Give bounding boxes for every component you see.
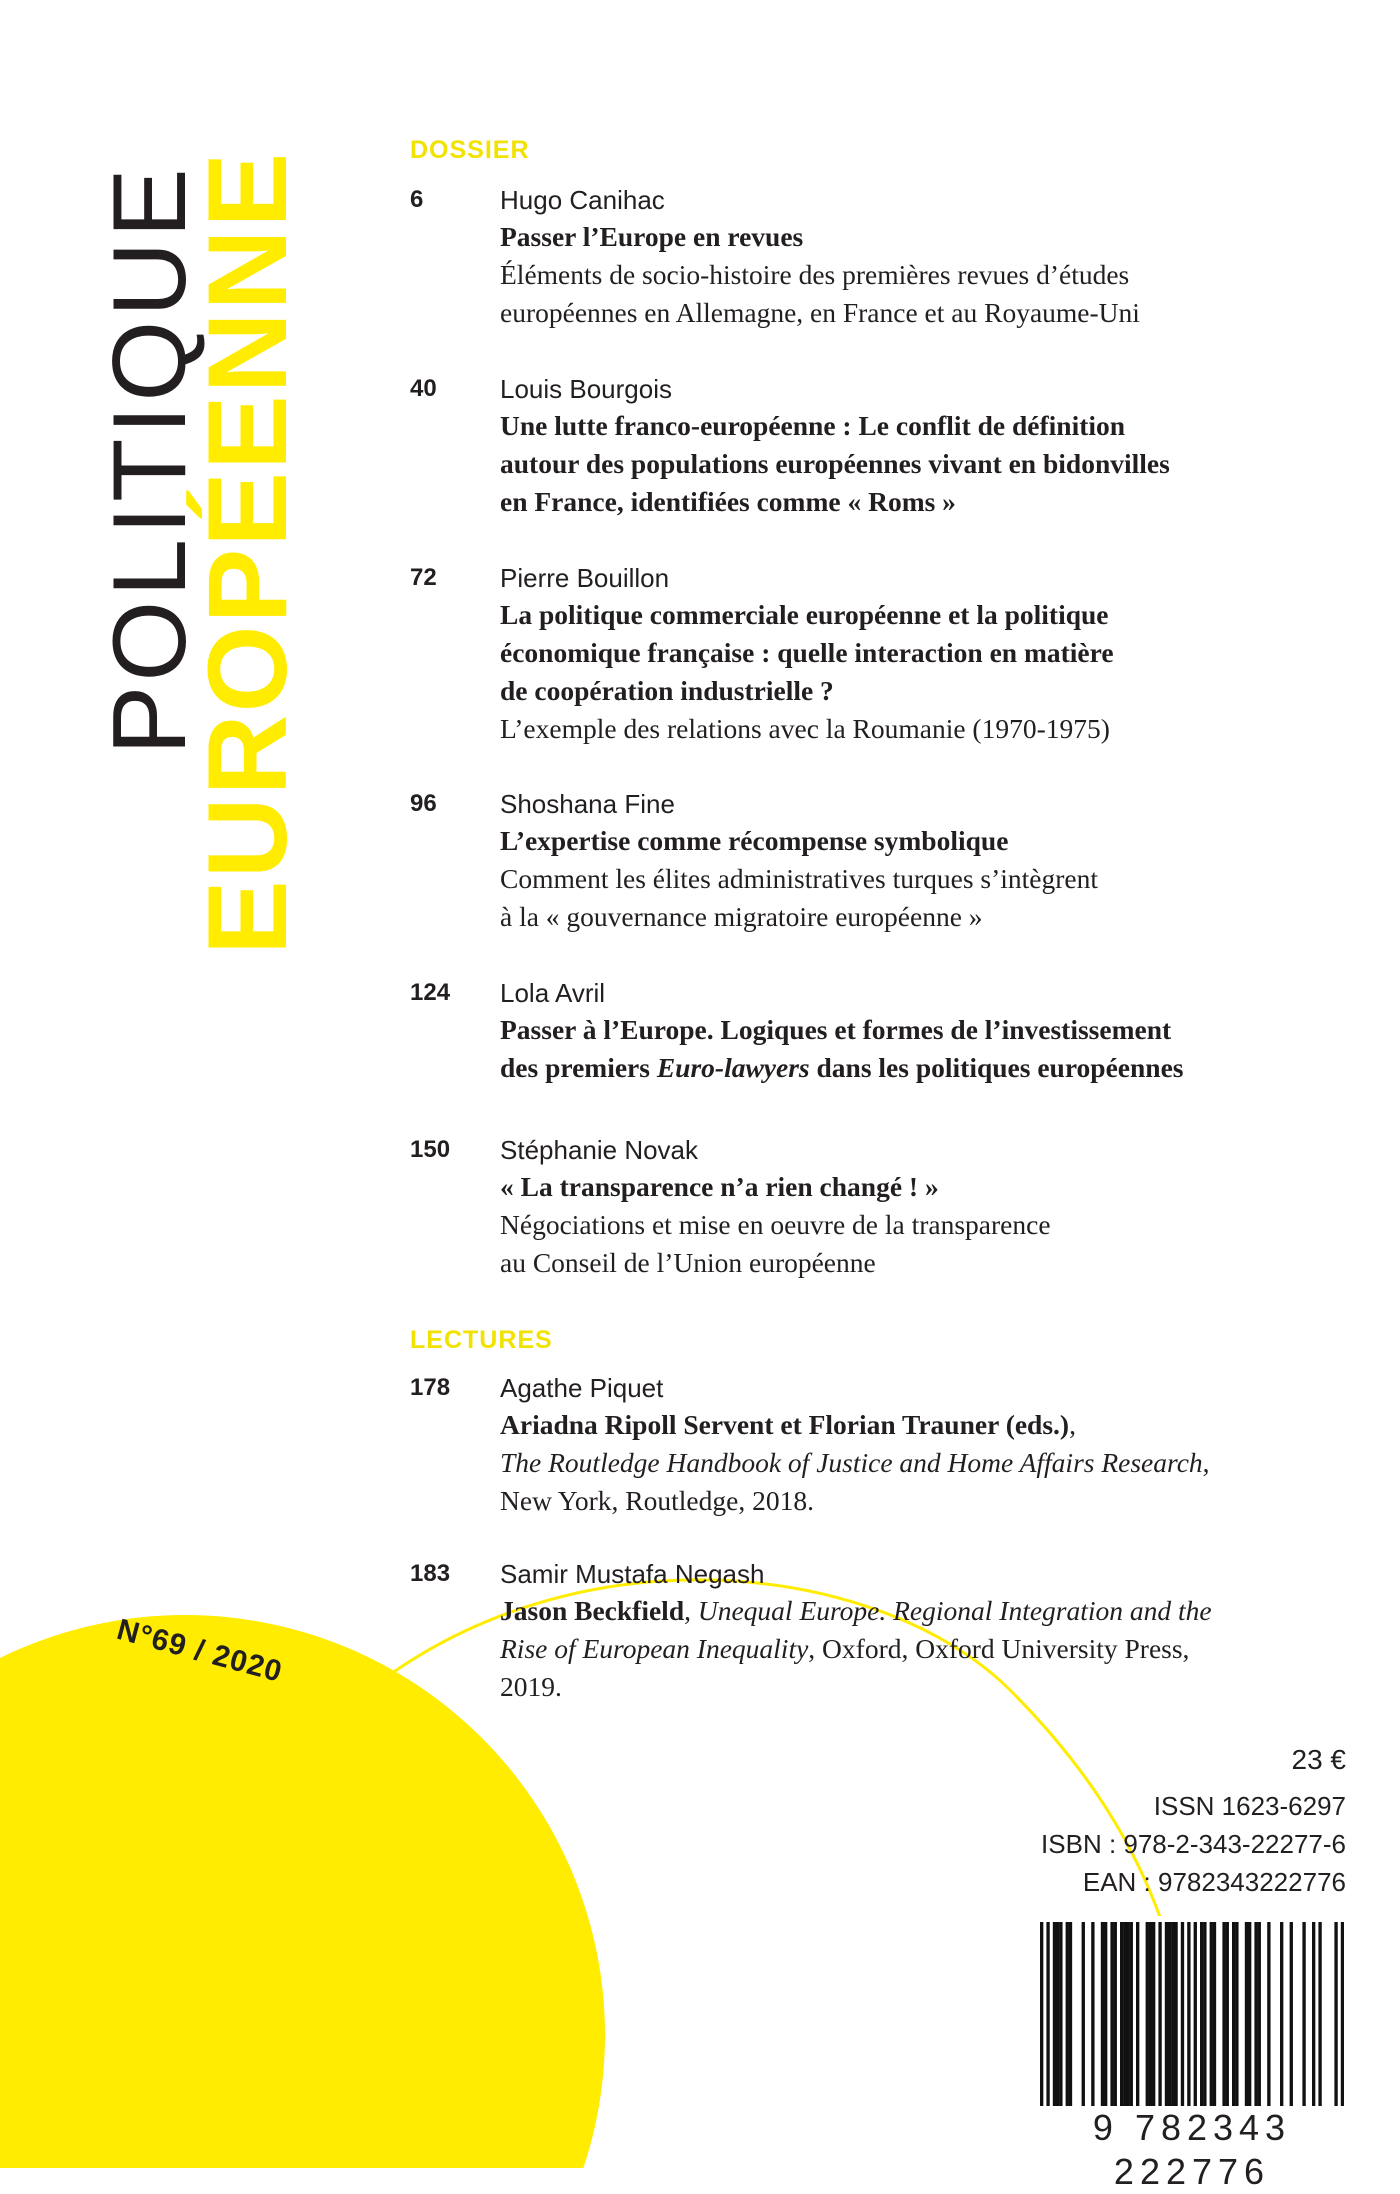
barcode-bar [1226, 1922, 1229, 2110]
article-title [500, 1049, 1380, 1087]
barcode-bar [1235, 1922, 1238, 2110]
issn: ISSN 1623-6297 [1153, 1791, 1346, 1821]
article-title: Passer à l’Europe. Logiques et formes de l’investissement [500, 1014, 1172, 1045]
barcode-bar [1312, 1922, 1315, 2110]
masthead-politique: POLITIQUE [92, 164, 208, 755]
punctuation: , [1202, 1447, 1210, 1478]
barcode-bar [1101, 1922, 1104, 2110]
barcode-bar [1194, 1922, 1197, 2130]
review-publisher: New York, Routledge, 2018. [500, 1485, 814, 1516]
barcode-bar [1114, 1922, 1117, 2110]
author: Samir Mustafa Negash [500, 1559, 765, 1589]
barcode-bar [1066, 1922, 1069, 2110]
barcode-bar [1126, 1922, 1129, 2110]
page-number: 40 [410, 375, 437, 402]
barcode-bar [1258, 1922, 1261, 2110]
barcode-bar [1136, 1922, 1139, 2110]
masthead-europeenne: EUROPÉENNE [185, 150, 310, 955]
barcode-bar [1146, 1922, 1149, 2110]
barcode-bar [1040, 1922, 1043, 2130]
barcode-bar [1254, 1922, 1257, 2110]
reviewed-author: Jason Beckfield [500, 1595, 685, 1626]
barcode-bar [1213, 1922, 1216, 2110]
barcode-bar [1149, 1922, 1152, 2110]
article-title: de coopération industrielle ? [500, 675, 834, 706]
title-italic: Euro-lawyers [656, 1052, 810, 1083]
barcode-bar [1059, 1922, 1062, 2110]
article-subtitle: européennes en Allemagne, en France et au Royaume-Uni [500, 297, 1140, 328]
barcode-digits: 9 782343 222776 [1037, 2106, 1347, 2194]
barcode-bar [1248, 1922, 1251, 2110]
book-title: Unequal Europe. Regional Integration and the [697, 1595, 1212, 1626]
barcode-bar [1165, 1922, 1168, 2110]
ean: EAN : 9782343222776 [1082, 1867, 1346, 1897]
review-publisher: , Oxford, Oxford University Press, [808, 1633, 1190, 1664]
barcode-bar [1123, 1922, 1126, 2110]
barcode-bar [1334, 1922, 1337, 2130]
barcode-bar [1082, 1922, 1085, 2110]
title-text: des premiers [500, 1052, 657, 1083]
price: 23 € [1291, 1744, 1346, 1775]
punctuation: , [684, 1595, 698, 1626]
article-title: autour des populations européennes vivant en bidonvilles [500, 448, 1170, 479]
article-title: « La transparence n’a rien changé ! » [500, 1171, 939, 1202]
barcode-bar [1158, 1922, 1161, 2110]
article-subtitle: Comment les élites administratives turques s’intègrent [500, 863, 1099, 894]
barcode-bar [1245, 1922, 1248, 2110]
barcode-bar [1341, 1922, 1344, 2130]
article-title: en France, identifiées comme « Roms » [500, 486, 956, 517]
punctuation: , [1069, 1409, 1076, 1440]
isbn: ISBN : 978-2-343-22277-6 [1041, 1829, 1346, 1859]
author: Louis Bourgois [500, 374, 672, 404]
author: Stéphanie Novak [500, 1135, 699, 1165]
barcode-bar [1091, 1922, 1094, 2110]
review-year: 2019. [500, 1671, 562, 1702]
review-title [500, 1592, 1380, 1630]
barcode-bar [1104, 1922, 1107, 2110]
article-subtitle: à la « gouvernance migratoire européenne » [500, 901, 983, 932]
barcode-bar [1046, 1922, 1049, 2130]
article-title: La politique commerciale européenne et la politique [500, 599, 1109, 630]
barcode-bar [1168, 1922, 1171, 2110]
barcode-bar [1053, 1922, 1056, 2110]
review-book [500, 1630, 1380, 1668]
barcode-bar [1280, 1922, 1283, 2110]
barcode-bar [1171, 1922, 1174, 2110]
title-text: dans les politiques européennes [809, 1052, 1184, 1083]
review-title [500, 1406, 1380, 1444]
page-number: 124 [410, 979, 451, 1006]
barcode-bar [1232, 1922, 1235, 2110]
barcode-bar [1203, 1922, 1206, 2110]
page-number: 150 [410, 1136, 451, 1163]
author: Lola Avril [500, 978, 606, 1008]
author: Pierre Bouillon [500, 563, 670, 593]
barcode-bar [1056, 1922, 1059, 2110]
article-subtitle: Négociations et mise en oeuvre de la transparence [500, 1209, 1051, 1240]
article-title: L’expertise comme récompense symbolique [500, 825, 1009, 856]
barcode-bar [1187, 1922, 1190, 2130]
page-number: 72 [410, 564, 437, 591]
section-heading-lectures: LECTURES [410, 1326, 553, 1354]
barcode-bar [1120, 1922, 1123, 2110]
page-number: 183 [410, 1560, 451, 1587]
barcode-bar [1152, 1922, 1155, 2110]
article-title: Une lutte franco-européenne : Le conflit de définition [500, 410, 1126, 441]
barcode-bar [1181, 1922, 1184, 2110]
article-subtitle: Éléments de socio-histoire des premières revues d’études [500, 259, 1130, 290]
article-title: économique française : quelle interaction en matière [500, 637, 1114, 668]
issue-number: N°69 / 2020 [113, 1613, 286, 1689]
page-number: 6 [410, 186, 424, 213]
reviewed-authors: Ariadna Ripoll Servent et Florian Trauner (eds.) [500, 1409, 1070, 1440]
barcode-bar [1318, 1922, 1321, 2110]
barcode-bar [1302, 1922, 1305, 2110]
review-book [500, 1444, 1380, 1482]
barcode-bar [1222, 1922, 1225, 2110]
author: Agathe Piquet [500, 1373, 664, 1403]
book-title: Rise of European Inequality [500, 1633, 809, 1664]
page-number: 178 [410, 1374, 451, 1401]
article-title: Passer l’Europe en revues [500, 221, 804, 252]
barcode-bar [1130, 1922, 1133, 2110]
article-subtitle: L’exemple des relations avec la Roumanie (1970-1975) [500, 713, 1110, 744]
barcode-bar [1290, 1922, 1293, 2110]
barcode-bar [1267, 1922, 1270, 2110]
barcode-bar [1210, 1922, 1213, 2110]
section-heading-dossier: DOSSIER [410, 136, 530, 164]
article-subtitle: au Conseil de l’Union européenne [500, 1247, 876, 1278]
book-title: The Routledge Handbook of Justice and Home Affairs Research [500, 1447, 1203, 1478]
barcode-bar [1110, 1922, 1113, 2110]
author: Hugo Canihac [500, 185, 665, 215]
barcode-bar [1200, 1922, 1203, 2110]
barcode-bar [1069, 1922, 1072, 2110]
page-number: 96 [410, 790, 437, 817]
author: Shoshana Fine [500, 789, 675, 819]
barcode-bar [1174, 1922, 1177, 2110]
